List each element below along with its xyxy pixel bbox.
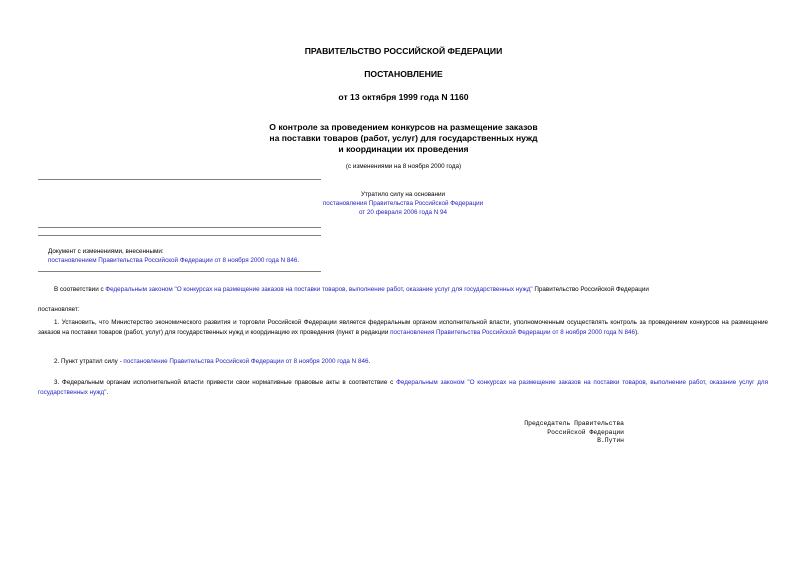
paragraph-1-text: 1. Установить, что Министерство экономического развития и торговли Российской Федерации является федеральным органом исполнительной власти, уполномоченным осуществлять контроль за проведением конкурсов на размещение заказов на поставки товаров (работ, услуг) для государственных нужд и координацию их проведения (пункт в редакции	[38, 319, 768, 336]
paragraph-1-suffix: ).	[635, 328, 639, 336]
title-line-1: О контроле за проведением конкурсов на размещение заказов	[269, 122, 538, 132]
paragraph-1-link[interactable]: постановления Правительства Российской Федерации от 8 ноября 2000 года N 846	[390, 328, 636, 336]
paragraph-2	[38, 357, 768, 367]
title-line-3: и координации их проведения	[338, 144, 469, 154]
repealed-block	[253, 190, 553, 217]
amendments-block	[48, 247, 388, 265]
paragraph-2-link[interactable]: постановление Правительства Российской Федерации от 8 ноября 2000 года N 846	[123, 358, 369, 365]
document-title	[0, 122, 807, 155]
intro-suffix: Правительство Российской Федерации	[532, 286, 649, 293]
repealed-decree-link[interactable]: постановления Правительства Российской Федерации	[322, 200, 484, 207]
separator-line	[38, 227, 321, 228]
signature-country: Российской Федерации	[547, 428, 624, 436]
intro-paragraph	[38, 285, 768, 295]
federal-law-link[interactable]: Федеральным законом "О конкурсах на размещение заказов на поставки товаров, выполнение работ, оказание услуг для государственных нужд"	[105, 286, 533, 293]
amendments-label: Документ с изменениями, внесенными:	[48, 248, 164, 255]
separator-line	[38, 271, 321, 272]
paragraph-2-text: 2. Пункт утратил силу -	[54, 358, 124, 365]
paragraph-3-text: 3. Федеральным органам исполнительной власти привести свои нормативные правовые акты в соответствие с	[54, 379, 397, 386]
paragraph-1	[38, 318, 768, 337]
paragraph-3-suffix: .	[106, 388, 109, 396]
document-type-heading: ПОСТАНОВЛЕНИЕ	[364, 69, 443, 79]
paragraph-3-link[interactable]: Федеральным законом "О конкурсах на размещение заказов на поставки товаров, выполнение работ, оказание услуг для государственных нужд"	[38, 379, 768, 396]
changes-note: (с изменениями на 8 ноября 2000 года)	[345, 163, 462, 170]
amending-decree-link[interactable]: постановлением Правительства Российской Федерации от 8 ноября 2000 года N 846	[48, 257, 298, 264]
government-heading: ПРАВИТЕЛЬСТВО РОССИЙСКОЙ ФЕДЕРАЦИИ	[304, 46, 503, 56]
signature-name: В.Путин	[597, 437, 624, 445]
amendments-suffix: .	[297, 257, 300, 264]
paragraph-2-suffix: .	[368, 358, 371, 365]
signature-block	[420, 420, 624, 446]
decree-word: постановляет:	[38, 306, 80, 313]
separator-line	[38, 179, 321, 180]
signature-position: Председатель Правительства	[524, 420, 624, 427]
intro-prefix: В соответствии с	[54, 286, 106, 293]
date-number-heading: от 13 октября 1999 года N 1160	[338, 92, 469, 102]
separator-line	[38, 235, 321, 236]
paragraph-3	[38, 378, 768, 397]
title-line-2: на поставки товаров (работ, услуг) для государственных нужд	[269, 133, 538, 143]
repealed-label: Утратило силу на основании	[360, 191, 446, 198]
repealed-decree-date-link[interactable]: от 20 февраля 2006 года N 94	[358, 209, 448, 216]
